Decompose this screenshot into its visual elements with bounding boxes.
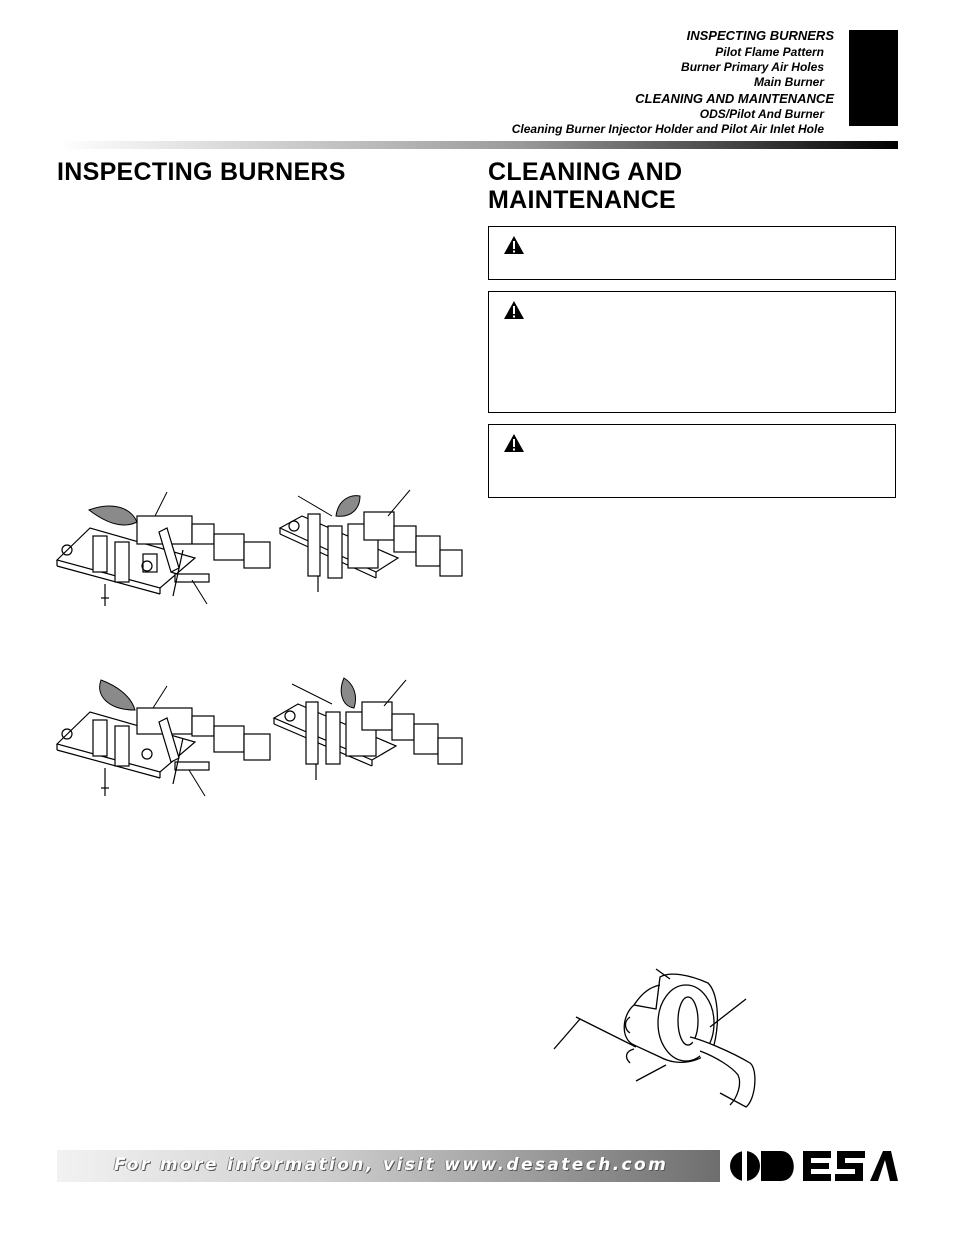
pilot-illustration-3 — [55, 672, 275, 802]
warning-box-1 — [488, 226, 896, 280]
injector-holder-illustration — [550, 965, 760, 1115]
warning-box-3 — [488, 424, 896, 498]
warning-box-2 — [488, 291, 896, 413]
header-cleaning-injector: Cleaning Burner Injector Holder and Pilot Air Inlet Hole — [511, 122, 824, 136]
pilot-illustration-1 — [55, 488, 275, 618]
header-inspecting-burners: INSPECTING BURNERS — [686, 28, 834, 43]
warning-triangle-icon — [503, 235, 525, 255]
header-cleaning-maintenance: CLEANING AND MAINTENANCE — [635, 91, 834, 106]
desa-logo-icon — [725, 1148, 898, 1184]
header-rule — [57, 141, 898, 149]
header-pilot-flame-pattern: Pilot Flame Pattern — [715, 45, 824, 59]
pilot-illustration-2 — [278, 488, 468, 618]
cleaning-maintenance-title-line2: MAINTENANCE — [488, 186, 677, 214]
inspecting-burners-title: INSPECTING BURNERS — [57, 158, 346, 186]
header-main-burner: Main Burner — [753, 75, 824, 89]
header-burner-primary-air-holes: Burner Primary Air Holes — [681, 60, 824, 74]
section-tab — [849, 30, 898, 126]
pilot-illustration-4 — [272, 672, 468, 802]
warning-triangle-icon — [503, 433, 525, 453]
footer-website-text: For more information, visit www.desatech.com — [114, 1155, 669, 1175]
header-ods-pilot-burner: ODS/Pilot And Burner — [699, 107, 824, 121]
warning-triangle-icon — [503, 300, 525, 320]
cleaning-maintenance-title-line1: CLEANING AND — [488, 158, 683, 186]
